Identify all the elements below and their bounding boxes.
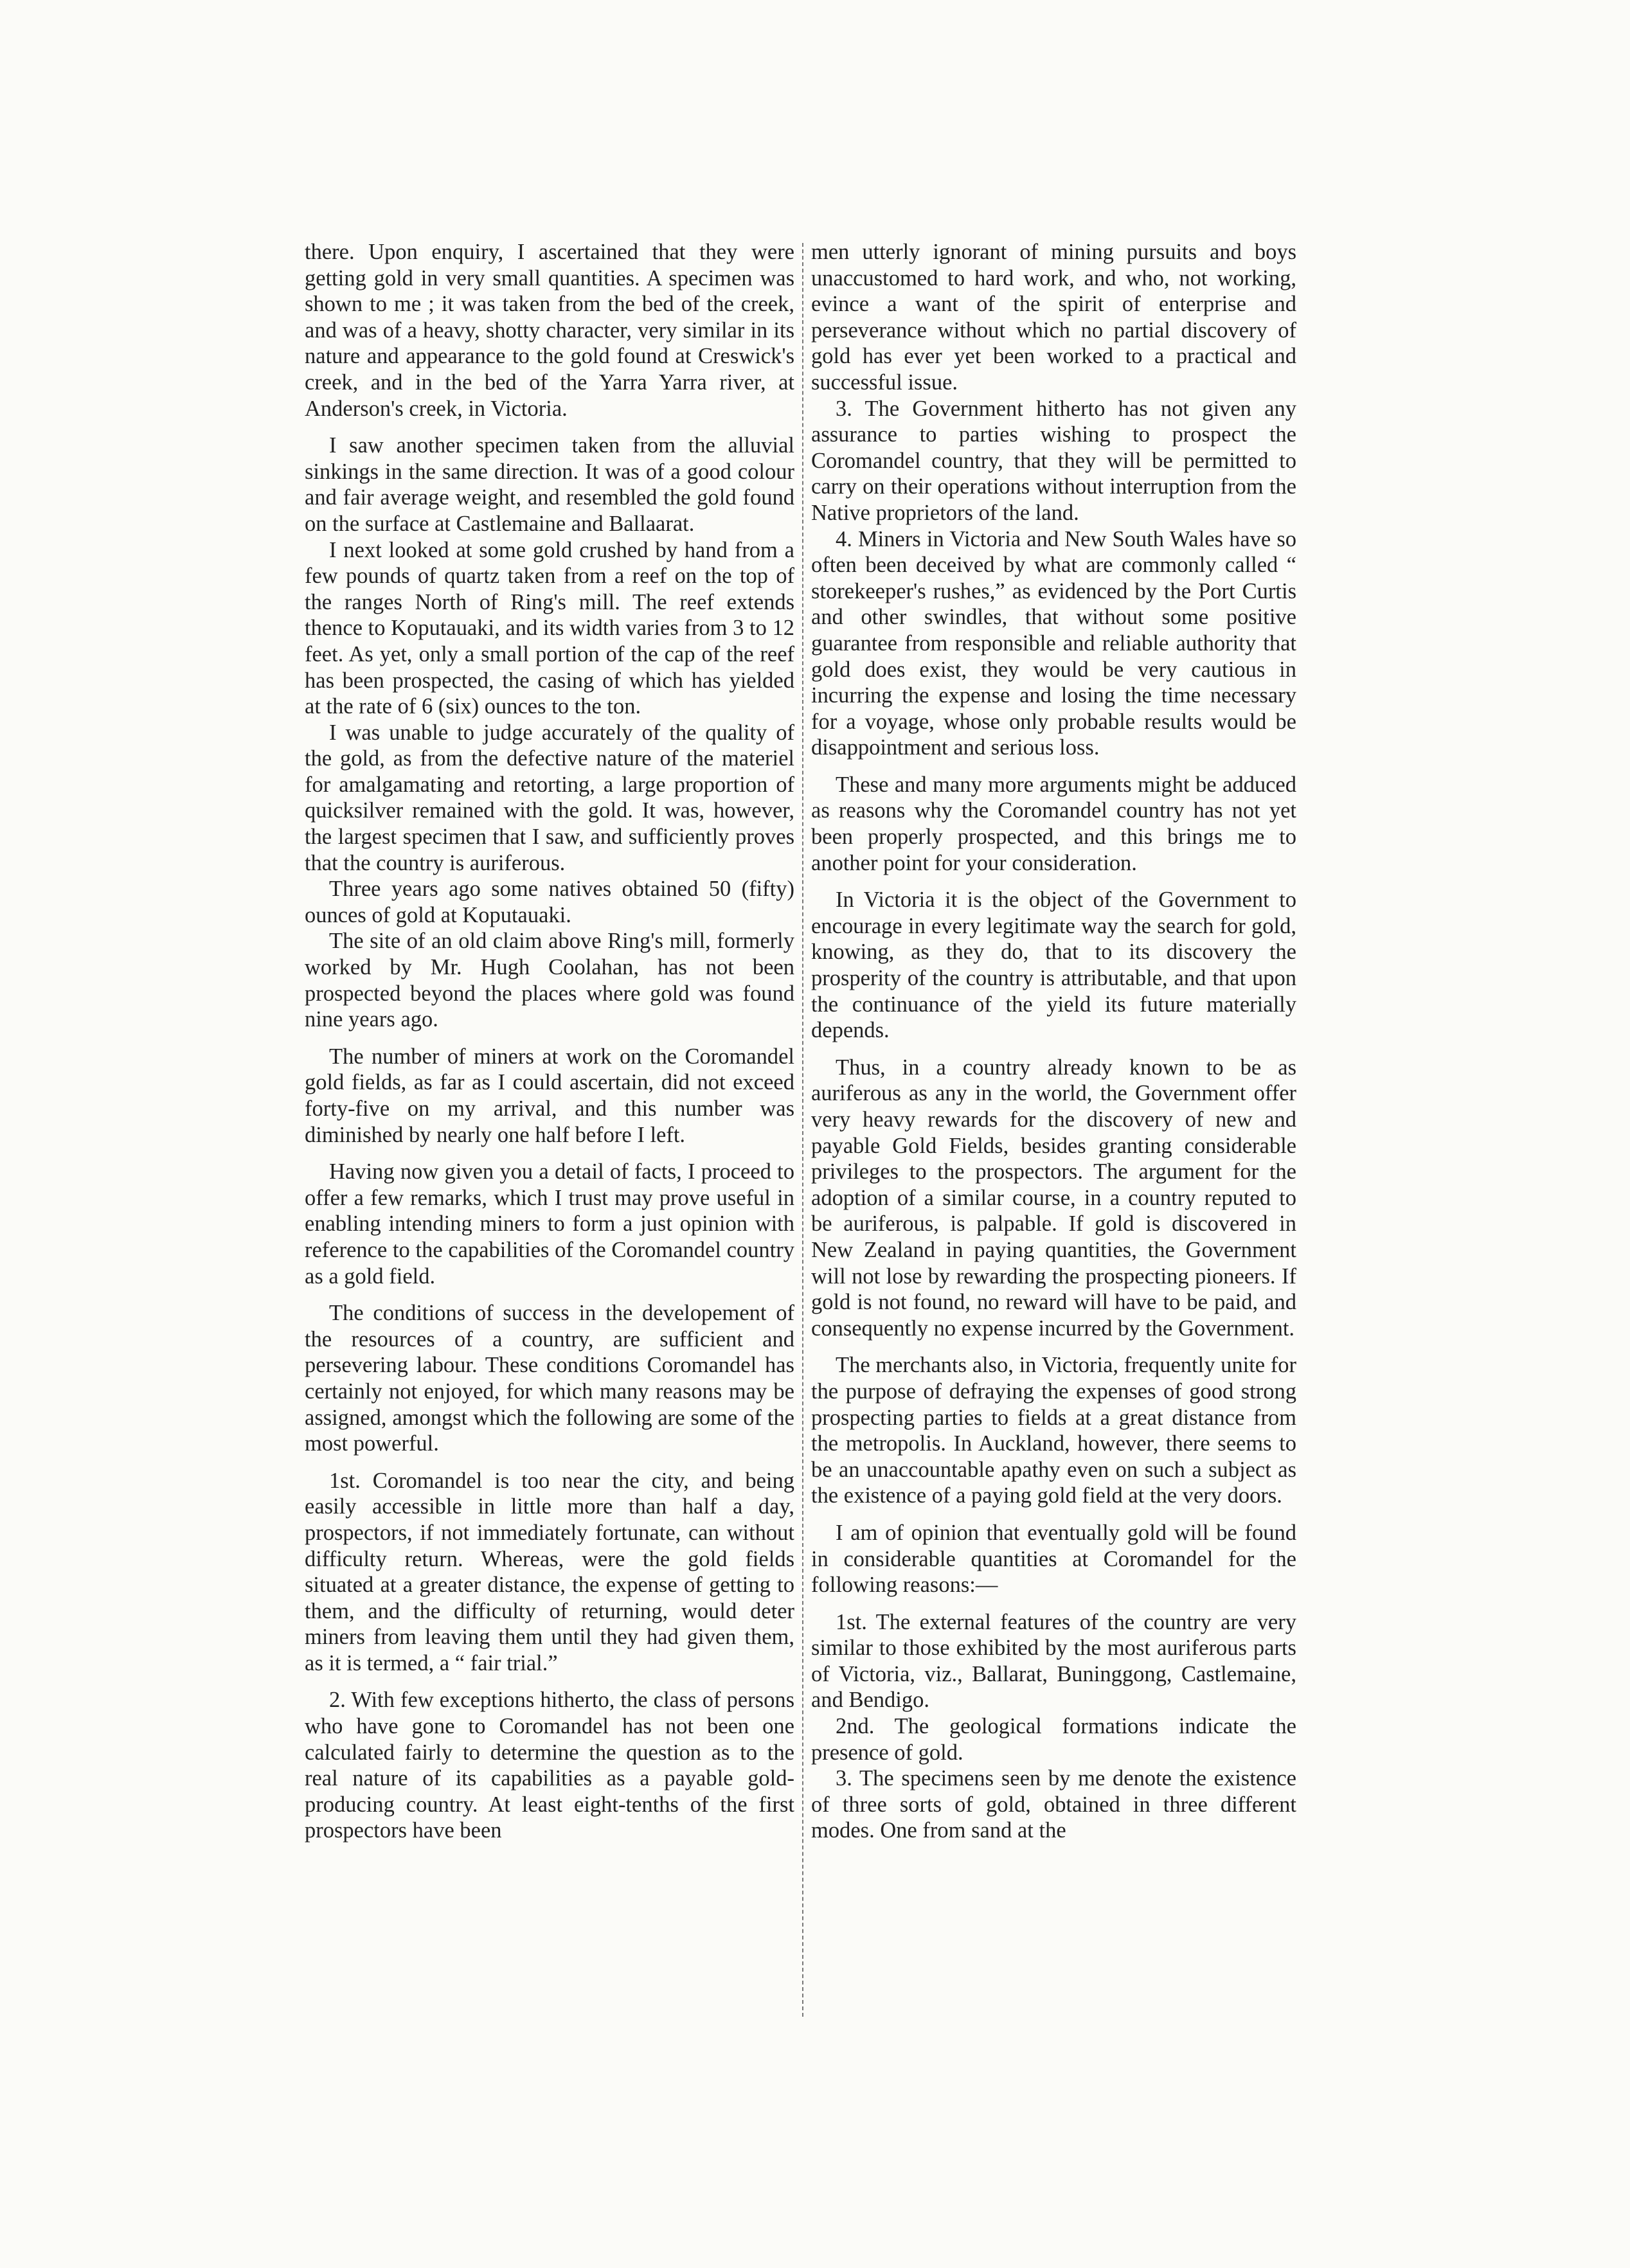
- left-column: [305, 239, 794, 2019]
- paragraph: The site of an old claim above Ring's mill, formerly worked by Mr. Hugh Coolahan, has not been prospected beyond the places where gold was found nine years ago.: [305, 929, 794, 1032]
- paragraph: there. Upon enquiry, I ascertained that they were getting gold in very small quantities. A specimen was shown to me ; it was taken from the bed of the creek, and was of a heavy, shotty character, very similar in its nature and appearance to the gold found at Creswick's creek, and in the bed of the Yarra Yarra river, at Anderson's creek, in Victoria.: [305, 240, 794, 421]
- paragraph: Thus, in a country already known to be as auriferous as any in the world, the Government offer very heavy rewards for the discovery of new and payable Gold Fields, besides granting considerable privileges to the prospectors. The argument for the adoption of a similar course, in a country reputed to be auriferous, is palpable. If gold is discovered in New Zealand in paying quantities, the Government will not lose by rewarding the prospecting pioneers. If gold is not found, no reward will have to be paid, and consequently no expense incurred by the Government.: [811, 1055, 1296, 1341]
- paragraph: 2. With few exceptions hitherto, the class of persons who have gone to Coromandel has not been one calculated fairly to determine the question as to the real nature of its capabilities as a payable gold-producing country. At least eight-tenths of the first prospectors have been: [305, 1688, 794, 1843]
- paragraph: 3. The specimens seen by me denote the existence of three sorts of gold, obtained in three different modes. One from sand at the: [811, 1766, 1296, 1843]
- paragraph: These and many more arguments might be adduced as reasons why the Coromandel country has not yet been properly prospected, and this brings me to another point for your consideration.: [811, 772, 1296, 875]
- paragraph: 1st. Coromandel is too near the city, and being easily accessible in little more than half a day, prospectors, if not immediately fortunate, can without difficulty return. Whereas, were the gold fields situated at a greater distance, the expense of getting to them, and the difficulty of returning, would deter miners from leaving them until they had given them, as it is termed, a “ fair trial.”: [305, 1468, 794, 1675]
- paragraph: I am of opinion that eventually gold will be found in considerable quantities at Coromandel for the following reasons:—: [811, 1520, 1296, 1598]
- paragraph: In Victoria it is the object of the Government to encourage in every legitimate way the search for gold, knowing, as they do, that to its discovery the prosperity of the country is attributable, and that upon the continuance of the yield its future materially depends.: [811, 888, 1296, 1043]
- paragraph: I was unable to judge accurately of the quality of the gold, as from the defective nature of the materiel for amalgamating and retorting, a large proportion of quicksilver remained with the gold. It was, however, the largest specimen that I saw, and sufficiently proves that the country is auriferous.: [305, 720, 794, 875]
- column-divider: [802, 243, 803, 2017]
- paragraph: I next looked at some gold crushed by hand from a few pounds of quartz taken from a reef on the top of the ranges North of Ring's mill. The reef extends thence to Koputauaki, and its width varies from 3 to 12 feet. As yet, only a small portion of the cap of the reef has been prospected, the casing of which has yielded at the rate of 6 (six) ounces to the ton.: [305, 537, 794, 719]
- paragraph: The conditions of success in the developement of the resources of a country, are sufficient and persevering labour. These conditions Coromandel has certainly not enjoyed, for which many reasons may be assigned, amongst which the following are some of the most powerful.: [305, 1301, 794, 1456]
- paragraph: The merchants also, in Victoria, frequently unite for the purpose of defraying the expenses of good strong prospecting parties to fields at a great distance from the metropolis. In Auckland, however, there seems to be an unaccountable apathy even on such a subject as the existence of a paying gold field at the very doors.: [811, 1353, 1296, 1508]
- paragraph: 3. The Government hitherto has not given any assurance to parties wishing to prospect the Coromandel country, that they will be permitted to carry on their operations without interruption from the Native proprietors of the land.: [811, 396, 1296, 525]
- paragraph: men utterly ignorant of mining pursuits and boys unaccustomed to hard work, and who, not working, evince a want of the spirit of enterprise and perseverance without which no partial discovery of gold has ever yet been worked to a practical and successful issue.: [811, 240, 1296, 395]
- paragraph: Having now given you a detail of facts, I proceed to offer a few remarks, which I trust may prove useful in enabling intending miners to form a just opinion with reference to the capabilities of the Coromandel country as a gold field.: [305, 1159, 794, 1289]
- paragraph: Three years ago some natives obtained 50 (fifty) ounces of gold at Koputauaki.: [305, 877, 794, 927]
- right-column: [811, 239, 1296, 2019]
- paragraph: 2nd. The geological formations indicate the presence of gold.: [811, 1714, 1296, 1765]
- paragraph: The number of miners at work on the Coromandel gold fields, as far as I could ascertain, did not exceed forty-five on my arrival, and this number was diminished by nearly one half before I left.: [305, 1044, 794, 1147]
- paragraph: 1st. The external features of the country are very similar to those exhibited by the most auriferous parts of Victoria, viz., Ballarat, Buninggong, Castlemaine, and Bendigo.: [811, 1609, 1296, 1713]
- paragraph: 4. Miners in Victoria and New South Wales have so often been deceived by what are commonly called “ storekeeper's rushes,” as evidenced by the Port Curtis and other swindles, that without some positive guarantee from responsible and reliable authority that gold does exist, they would be very cautious in incurring the expense and losing the time necessary for a voyage, whose only probable results would be disappointment and serious loss.: [811, 526, 1296, 760]
- paragraph: I saw another specimen taken from the alluvial sinkings in the same direction. It was of a good colour and fair average weight, and resembled the gold found on the surface at Castlemaine and Ballaarat.: [305, 433, 794, 536]
